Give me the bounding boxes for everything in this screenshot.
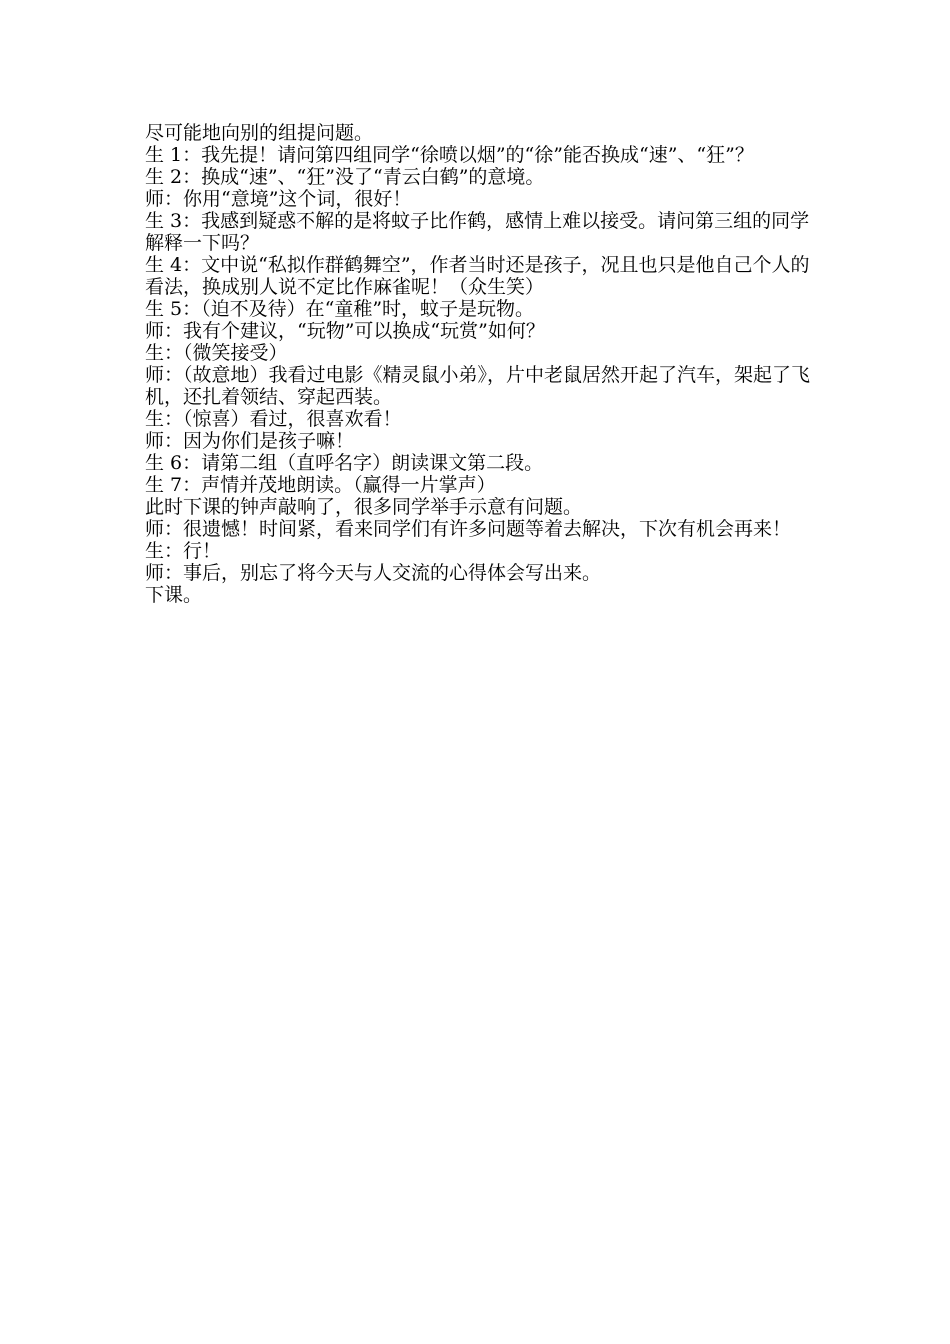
paragraph: 师：我有个建议，“玩物”可以换成“玩赏”如何？ — [145, 320, 545, 342]
paragraph: 生：行！ — [145, 540, 222, 562]
document-body — [145, 122, 810, 606]
paragraph: 师：你用“意境”这个词，很好！ — [145, 188, 412, 210]
paragraph: 生 2：换成“速”、“狂”没了“青云白鹤”的意境。 — [145, 166, 545, 188]
paragraph: 生 6：请第二组（直呼名字）朗读课文第二段。 — [145, 452, 544, 474]
paragraph: 下课。 — [145, 584, 203, 606]
paragraph: 师：因为你们是孩子嘛！ — [145, 430, 355, 452]
paragraph: 生 5：（迫不及待）在“童稚”时，蚊子是玩物。 — [145, 298, 535, 320]
paragraph: 生 3：我感到疑惑不解的是将蚊子比作鹤，感情上难以接受。请问第三组的同学解释一下吗？ — [145, 210, 810, 254]
paragraph: 师：很遗憾！时间紧，看来同学们有许多问题等着去解决，下次有机会再来！ — [145, 518, 792, 540]
paragraph: 师：（故意地）我看过电影《精灵鼠小弟》，片中老鼠居然开起了汽车，架起了飞机，还扎着领结、穿起西装。 — [145, 364, 811, 408]
paragraph: 生：（微笑接受） — [145, 342, 288, 364]
paragraph: 此时下课的钟声敲响了，很多同学举手示意有问题。 — [145, 496, 583, 518]
paragraph: 生 4：文中说“私拟作群鹤舞空”，作者当时还是孩子，况且也只是他自己个人的看法，换成别人说不定比作麻雀呢！（众生笑） — [145, 254, 810, 298]
paragraph: 生：（惊喜）看过，很喜欢看！ — [145, 408, 402, 430]
paragraph: 生 7：声情并茂地朗读。（赢得一片掌声） — [145, 474, 496, 496]
paragraph: 师：事后，别忘了将今天与人交流的心得体会写出来。 — [145, 562, 602, 584]
paragraph: 尽可能地向别的组提问题。 — [145, 122, 374, 144]
paragraph: 生 1：我先提！请问第四组同学“徐喷以烟”的“徐”能否换成“速”、“狂”？ — [145, 144, 754, 166]
